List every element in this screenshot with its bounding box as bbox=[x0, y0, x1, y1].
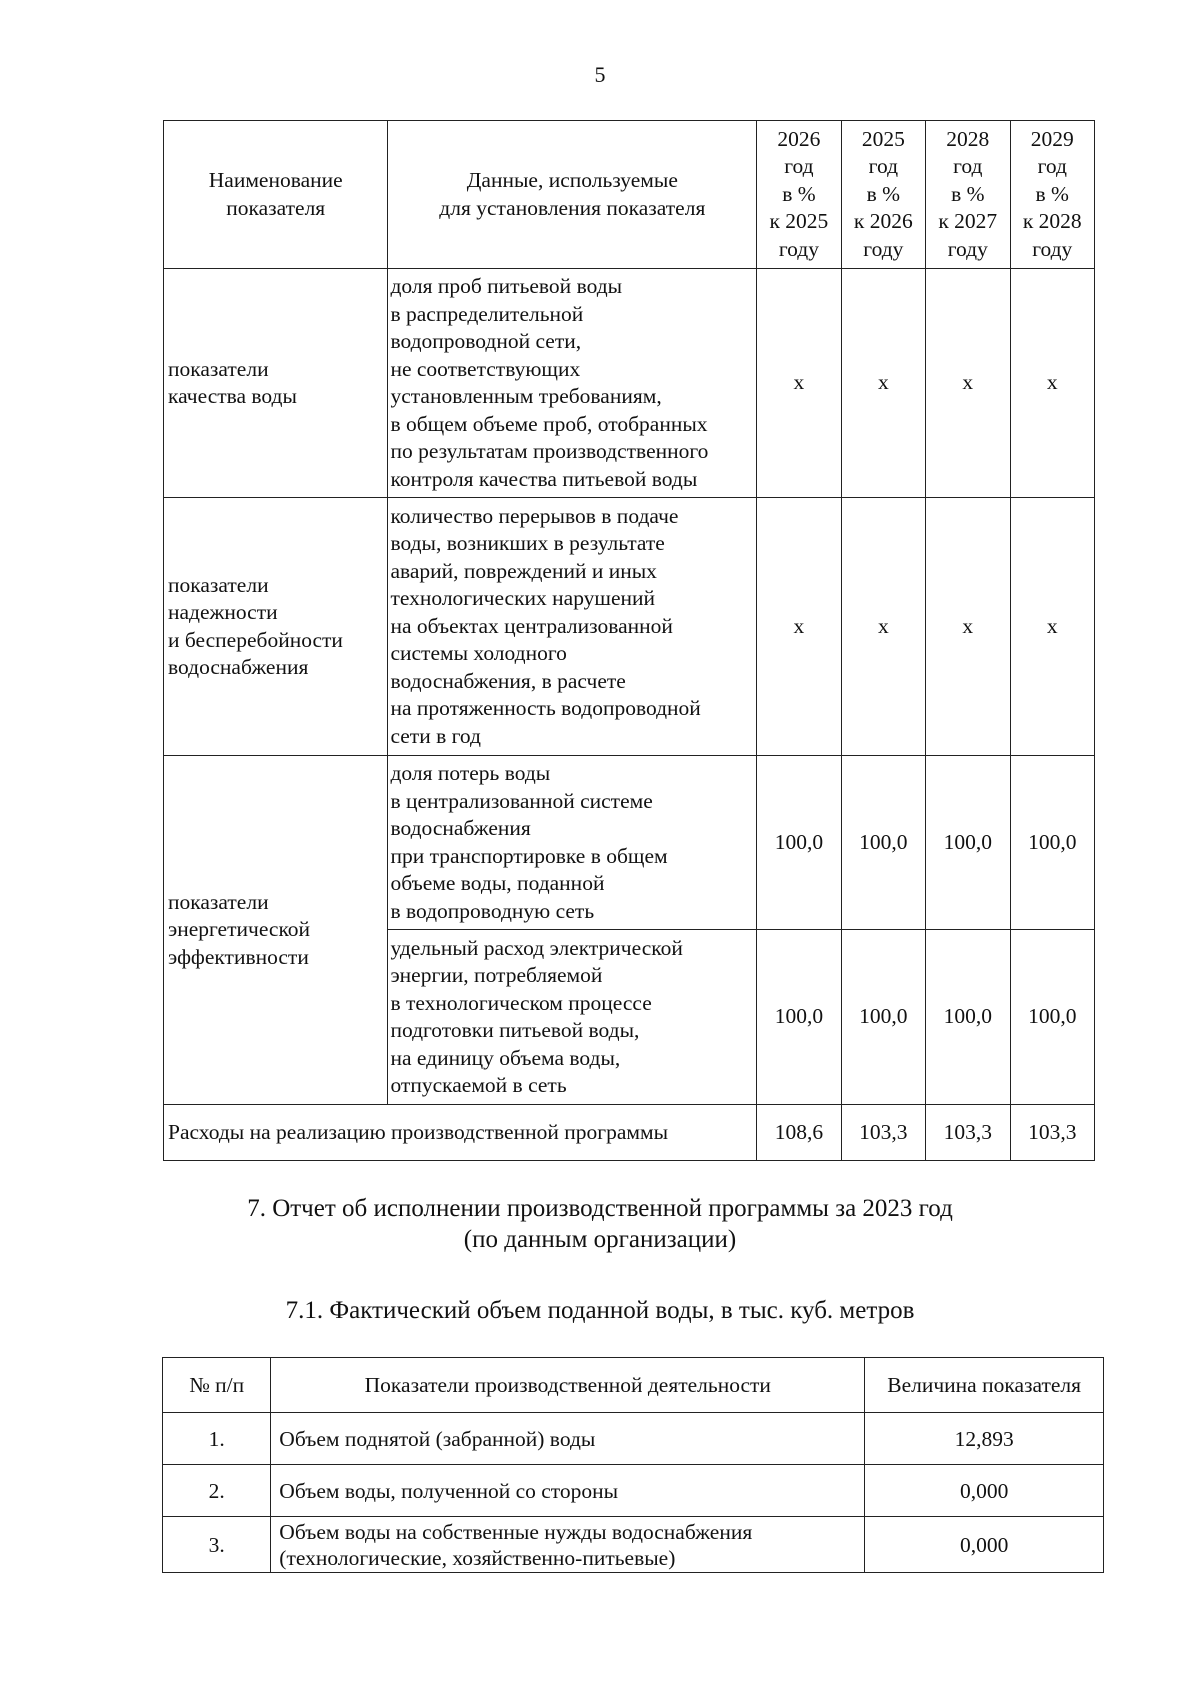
header-year-line: 2026 bbox=[777, 126, 821, 151]
header-year-line: к 2026 bbox=[853, 209, 913, 234]
indicator-value: 100,0 bbox=[841, 930, 925, 1105]
row-number: 3. bbox=[163, 1517, 271, 1573]
indicators-table bbox=[163, 120, 1095, 1161]
header-year-line: году bbox=[863, 236, 904, 261]
section-7-heading bbox=[0, 1193, 1200, 1255]
header-year-line: к 2028 bbox=[1022, 209, 1082, 234]
header-year-line: к 2027 bbox=[938, 209, 998, 234]
header-year-line: году bbox=[778, 236, 819, 261]
row-value: 0,000 bbox=[865, 1517, 1104, 1573]
volume-table-header-row bbox=[163, 1358, 1104, 1413]
expenses-value: 103,3 bbox=[841, 1105, 925, 1161]
header-row-number: № п/п bbox=[163, 1358, 271, 1413]
header-year-line: 2025 bbox=[861, 126, 905, 151]
row-indicator: Объем поднятой (забранной) воды bbox=[271, 1413, 865, 1465]
expenses-value: 108,6 bbox=[757, 1105, 841, 1161]
indicator-value: х bbox=[1010, 269, 1095, 498]
header-year-2028 bbox=[926, 121, 1010, 269]
header-year-line: 2028 bbox=[946, 126, 990, 151]
water-volume-table bbox=[162, 1357, 1104, 1573]
row-value: 0,000 bbox=[865, 1465, 1104, 1517]
table-row bbox=[164, 498, 1095, 756]
header-indicator: Показатели производственной деятельности bbox=[271, 1358, 865, 1413]
row-number: 1. bbox=[163, 1413, 271, 1465]
header-year-2029 bbox=[1010, 121, 1095, 269]
table-row bbox=[163, 1413, 1104, 1465]
indicator-value: х bbox=[757, 498, 841, 756]
header-year-line: год bbox=[953, 154, 983, 179]
indicator-name: показатели надежности и бесперебойности водоснабжения bbox=[164, 498, 388, 756]
header-year-line: в % bbox=[951, 181, 985, 206]
indicator-data: доля проб питьевой воды в распределительной водопроводной сети, не соответствующих установленным требованиям, в общем объеме проб, отобранных по результатам производственного контроля качества питьевой воды bbox=[388, 269, 757, 498]
header-year-line: 2029 bbox=[1030, 126, 1074, 151]
indicator-value: х bbox=[926, 498, 1010, 756]
indicator-name: показатели энергетической эффективности bbox=[164, 756, 388, 1105]
section-7-title-line: (по данным организации) bbox=[463, 1226, 737, 1253]
header-year-line: в % bbox=[1035, 181, 1069, 206]
indicator-value: х bbox=[926, 269, 1010, 498]
indicator-data: удельный расход электрической энергии, потребляемой в технологическом процессе подготовки питьевой воды, на единицу объема воды, отпускаемой в сеть bbox=[388, 930, 757, 1105]
header-indicator-data-line: Данные, используемые bbox=[466, 168, 678, 192]
indicator-value: х bbox=[1010, 498, 1095, 756]
row-value: 12,893 bbox=[865, 1413, 1104, 1465]
header-year-line: году bbox=[947, 236, 988, 261]
table-row bbox=[163, 1517, 1104, 1573]
indicator-name: показатели качества воды bbox=[164, 269, 388, 498]
header-year-line: году bbox=[1032, 236, 1073, 261]
header-indicator-name-line: Наименование bbox=[208, 168, 343, 192]
indicator-data: доля потерь воды в централизованной системе водоснабжения при транспортировке в общем объеме воды, поданной в водопроводную сеть bbox=[388, 756, 757, 930]
header-year-2026 bbox=[757, 121, 841, 269]
expenses-row bbox=[164, 1105, 1095, 1161]
table-row bbox=[164, 269, 1095, 498]
header-year-line: к 2025 bbox=[769, 209, 829, 234]
header-year-2025 bbox=[841, 121, 925, 269]
header-year-line: год bbox=[868, 154, 899, 179]
header-indicator-name-line: показателя bbox=[226, 195, 326, 220]
indicator-value: 100,0 bbox=[757, 756, 841, 930]
indicator-value: 100,0 bbox=[926, 756, 1010, 930]
table-row bbox=[164, 756, 1095, 930]
indicator-value: х bbox=[757, 269, 841, 498]
section-7-1-heading: 7.1. Фактический объем поданной воды, в тыс. куб. метров bbox=[285, 1297, 915, 1324]
header-value: Величина показателя bbox=[865, 1358, 1104, 1413]
page-number: 5 bbox=[594, 62, 606, 87]
header-indicator-data bbox=[388, 121, 757, 269]
indicators-table-header-row bbox=[164, 121, 1095, 269]
indicator-value: х bbox=[841, 269, 925, 498]
header-year-line: в % bbox=[866, 181, 901, 206]
header-indicator-name bbox=[164, 121, 388, 269]
row-number: 2. bbox=[163, 1465, 271, 1517]
expenses-label: Расходы на реализацию производственной программы bbox=[164, 1105, 757, 1161]
indicator-value: 100,0 bbox=[757, 930, 841, 1105]
table-row bbox=[163, 1465, 1104, 1517]
expenses-value: 103,3 bbox=[926, 1105, 1010, 1161]
header-year-line: в % bbox=[782, 181, 816, 206]
indicator-data: количество перерывов в подаче воды, возникших в результате аварий, повреждений и иных технологических нарушений на объектах централизованной системы холодного водоснабжения, в расчете на протяженность водопроводной сети в год bbox=[388, 498, 757, 756]
indicator-value: 100,0 bbox=[1010, 756, 1095, 930]
indicator-value: х bbox=[841, 498, 925, 756]
header-indicator-data-line: для установления показателя bbox=[439, 195, 706, 220]
indicator-value: 100,0 bbox=[841, 756, 925, 930]
header-year-line: год bbox=[784, 154, 814, 179]
indicator-value: 100,0 bbox=[1010, 930, 1095, 1105]
indicator-value: 100,0 bbox=[926, 930, 1010, 1105]
header-year-line: год bbox=[1037, 154, 1067, 179]
section-7-title-line: 7. Отчет об исполнении производственной программы за 2023 год bbox=[247, 1195, 953, 1222]
row-indicator: Объем воды, полученной со стороны bbox=[271, 1465, 865, 1517]
expenses-value: 103,3 bbox=[1010, 1105, 1095, 1161]
row-indicator: Объем воды на собственные нужды водоснабжения (технологические, хозяйственно-питьевые) bbox=[271, 1517, 865, 1573]
